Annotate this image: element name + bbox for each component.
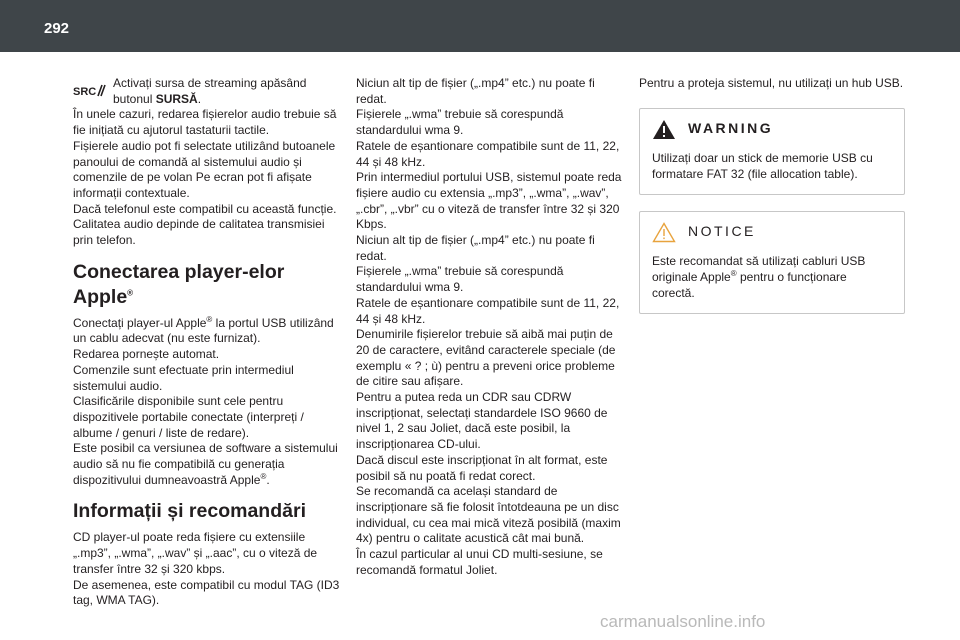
paragraph: Niciun alt tip de fișier („.mp4” etc.) nu poate fi redat. [356, 76, 595, 106]
paragraph: În unele cazuri, redarea fișierelor audio trebuie să fie inițiată cu ajutorul tastaturii tactile. [73, 107, 337, 138]
warning-title: WARNING [688, 120, 774, 137]
warning-box [639, 108, 905, 195]
paragraph: Pentru a proteja sistemul, nu utilizați un hub USB. [639, 76, 904, 90]
warning-triangle-icon [652, 119, 676, 140]
source-button-name: SURSĂ [155, 91, 198, 106]
notice-text [652, 253, 892, 301]
notice-triangle-icon [652, 222, 676, 243]
paragraph: În cazul particular al unui CD multi-sesiune, se recomandă formatul Joliet. [356, 547, 603, 577]
text: pentru o funcționare corectă. [652, 269, 847, 300]
heading-line: Conectarea player-elor [73, 260, 285, 283]
paragraph: Fișierele audio pot fi selectate utilizând butoanele panoului de comandă al sistemului audio și comenzile de pe volan Pe ecran pot fi afișate informații contextuale. [73, 138, 336, 200]
paragraph [73, 441, 345, 488]
paragraph: Niciun alt tip de fișier („.mp4” etc.) nu poate fi redat. [356, 233, 595, 263]
paragraph: Dacă discul este inscripționat în alt format, este posibil să nu poată fi redat corect. [356, 452, 608, 483]
paragraph: CD player-ul poate reda fișiere cu extensiile „.mp3”, „.wma”, „.wav” și „.aac”, cu o viteză de transfer între 32 și 320 kbps. [73, 530, 318, 576]
notice-box [639, 211, 905, 314]
paragraph: Dacă telefonul este compatibil cu această funcție. Calitatea audio depinde de calitatea transmisiei prin telefon. [73, 201, 337, 248]
column-right [639, 76, 905, 314]
registered-mark: ® [206, 314, 213, 324]
source-instruction-text: Activați sursa de streaming apăsând butonul [113, 76, 307, 106]
svg-text:SRC: SRC [73, 86, 97, 98]
text: Este recomandat să utilizați cabluri USB originale Apple [652, 253, 866, 284]
paragraph: Ratele de eșantionare compatibile sunt de 11, 22, 44 și 48 kHz. [356, 295, 620, 326]
page-number: 292 [44, 20, 70, 37]
paragraph: Fișierele „.wma” trebuie să corespundă standardului wma 9. [356, 107, 564, 138]
notice-title: NOTICE [688, 223, 756, 240]
paragraph: Clasificările disponibile sunt cele pentru dispozitivele portabile conectate (interpreți / albume / genuri / liste de redare). [73, 394, 304, 440]
notice-header [652, 222, 892, 243]
warning-header [652, 119, 892, 140]
paragraph: Denumirile fișierelor trebuie să aibă mai puțin de 20 de caractere, evitând caracterele speciale (de exemplu « ? ; ù) pentru a preveni orice probleme de citire sau afișare. [356, 327, 616, 389]
column-left [73, 76, 345, 609]
paragraph: Pentru a putea reda un CDR sau CDRW inscripționat, selectați standardele ISO 9660 de nivel 1, 2 sau Joliet, dacă este posibil, la inscripționarea CD-ului. [356, 390, 608, 452]
text: Este posibil ca versiunea de software a sistemului audio să nu fie compatibilă cu generația dispozitivului dumneavoastră Apple [73, 441, 338, 487]
text: la portul USB utilizând un cablu adecvat (nu este furnizat). [73, 315, 334, 346]
column-middle [356, 76, 622, 579]
section-heading-info: Informații și recomandări [73, 500, 306, 523]
paragraph: Redarea pornește automat. [73, 347, 220, 362]
paragraph: Prin intermediul portului USB, sistemul poate reda fișiere audio cu extensia „.mp3”, „.wma”, „.wav”, „.cbr”, „.vbr” cu o viteză de transfer între 32 și 320 Kbps. [356, 170, 622, 232]
watermark: carmanualsonline.info [600, 612, 766, 631]
page-header-bar [0, 0, 960, 52]
source-instruction-end: . [197, 91, 202, 106]
heading-line: Apple [73, 285, 128, 308]
paragraph: De asemenea, este compatibil cu modul TAG (ID3 tag, WMA TAG). [73, 577, 340, 608]
text: Conectați player-ul Apple [73, 315, 207, 330]
paragraph: Ratele de eșantionare compatibile sunt de 11, 22, 44 și 48 kHz. [356, 138, 620, 169]
text: . [266, 472, 270, 487]
paragraph: Comenzile sunt efectuate prin intermediul sistemului audio. [73, 362, 294, 393]
registered-mark: ® [127, 288, 134, 298]
paragraph: Se recomandă ca același standard de inscripționare să fie folosit întotdeauna pe un disc individual, cu cea mai mică viteză posibilă (maxim 4x) pentru o calitate acustică cât mai bună. [356, 484, 621, 546]
paragraph [73, 316, 345, 347]
src-button-icon [73, 82, 107, 98]
paragraph: Fișierele „.wma” trebuie să corespundă standardului wma 9. [356, 264, 564, 295]
warning-text: Utilizați doar un stick de memorie USB cu formatare FAT 32 (file allocation table). [652, 150, 873, 181]
registered-mark: ® [260, 471, 267, 481]
registered-mark: ® [730, 268, 737, 278]
section-heading-apple [73, 260, 345, 310]
source-instruction [73, 76, 345, 107]
